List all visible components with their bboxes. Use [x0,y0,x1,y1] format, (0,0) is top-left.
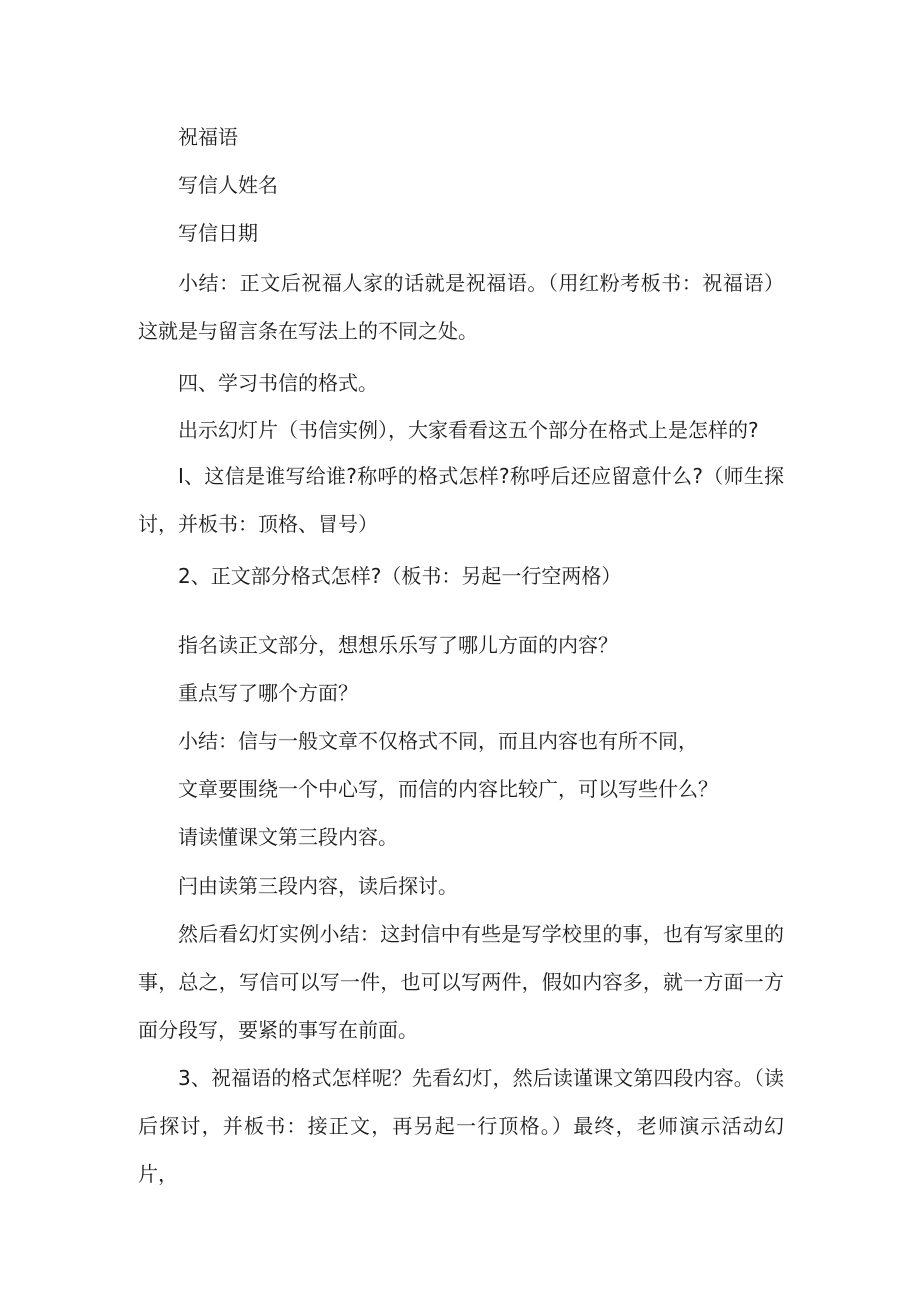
text-line: 闩由读第三段内容，读后探讨。 [178,874,458,898]
text-line: 指名读正文部分，想想乐乐写了哪儿方面的内容？ [178,633,618,657]
paragraph: 小结：正文后祝福人家的话就是祝福语。（用红粉考板书：祝福语）这就是与留言条在写法上的不同之处。 [138,271,784,343]
text-line: 小结：信与一般文章不仅格式不同，而且内容也有所不同， [178,729,698,753]
text-line: 写信日期 [178,221,258,245]
paragraph: I、这信是谁写给谁?称呼的格式怎样?称呼后还应留意什么?（师生探讨，并板书：顶格、冒号） [138,464,784,536]
text-line: 四、学习书信的格式。 [178,371,378,395]
text-line: 文章要围绕一个中心写，而信的内容比较广，可以写些什么？ [178,777,718,801]
text-line: 重点写了哪个方面？ [178,681,358,705]
paragraph: 然后看幻灯实例小结：这封信中有些是写学校里的事，也有写家里的事，总之，写信可以写一件，也可以写两件，假如内容多，就一方面一方面分段写，要紧的事写在前面。 [138,922,784,1042]
text-line: 写信人姓名 [178,173,278,197]
text-line: 请读懂课文第三段内容。 [178,825,398,849]
text-line: 出示幻灯片（书信实例），大家看看这五个部分在格式上是怎样的? [178,418,759,442]
text-line: 祝福语 [178,125,238,149]
paragraph: 3、祝福语的格式怎样呢？先看幻灯，然后读谨课文第四段内容。（读后探讨，并板书：接正文，再另起一行顶格。）最终，老师演示活动幻片， [138,1066,784,1186]
text-line: 2、正文部分格式怎样?（板书：另起一行空两格） [178,564,622,588]
